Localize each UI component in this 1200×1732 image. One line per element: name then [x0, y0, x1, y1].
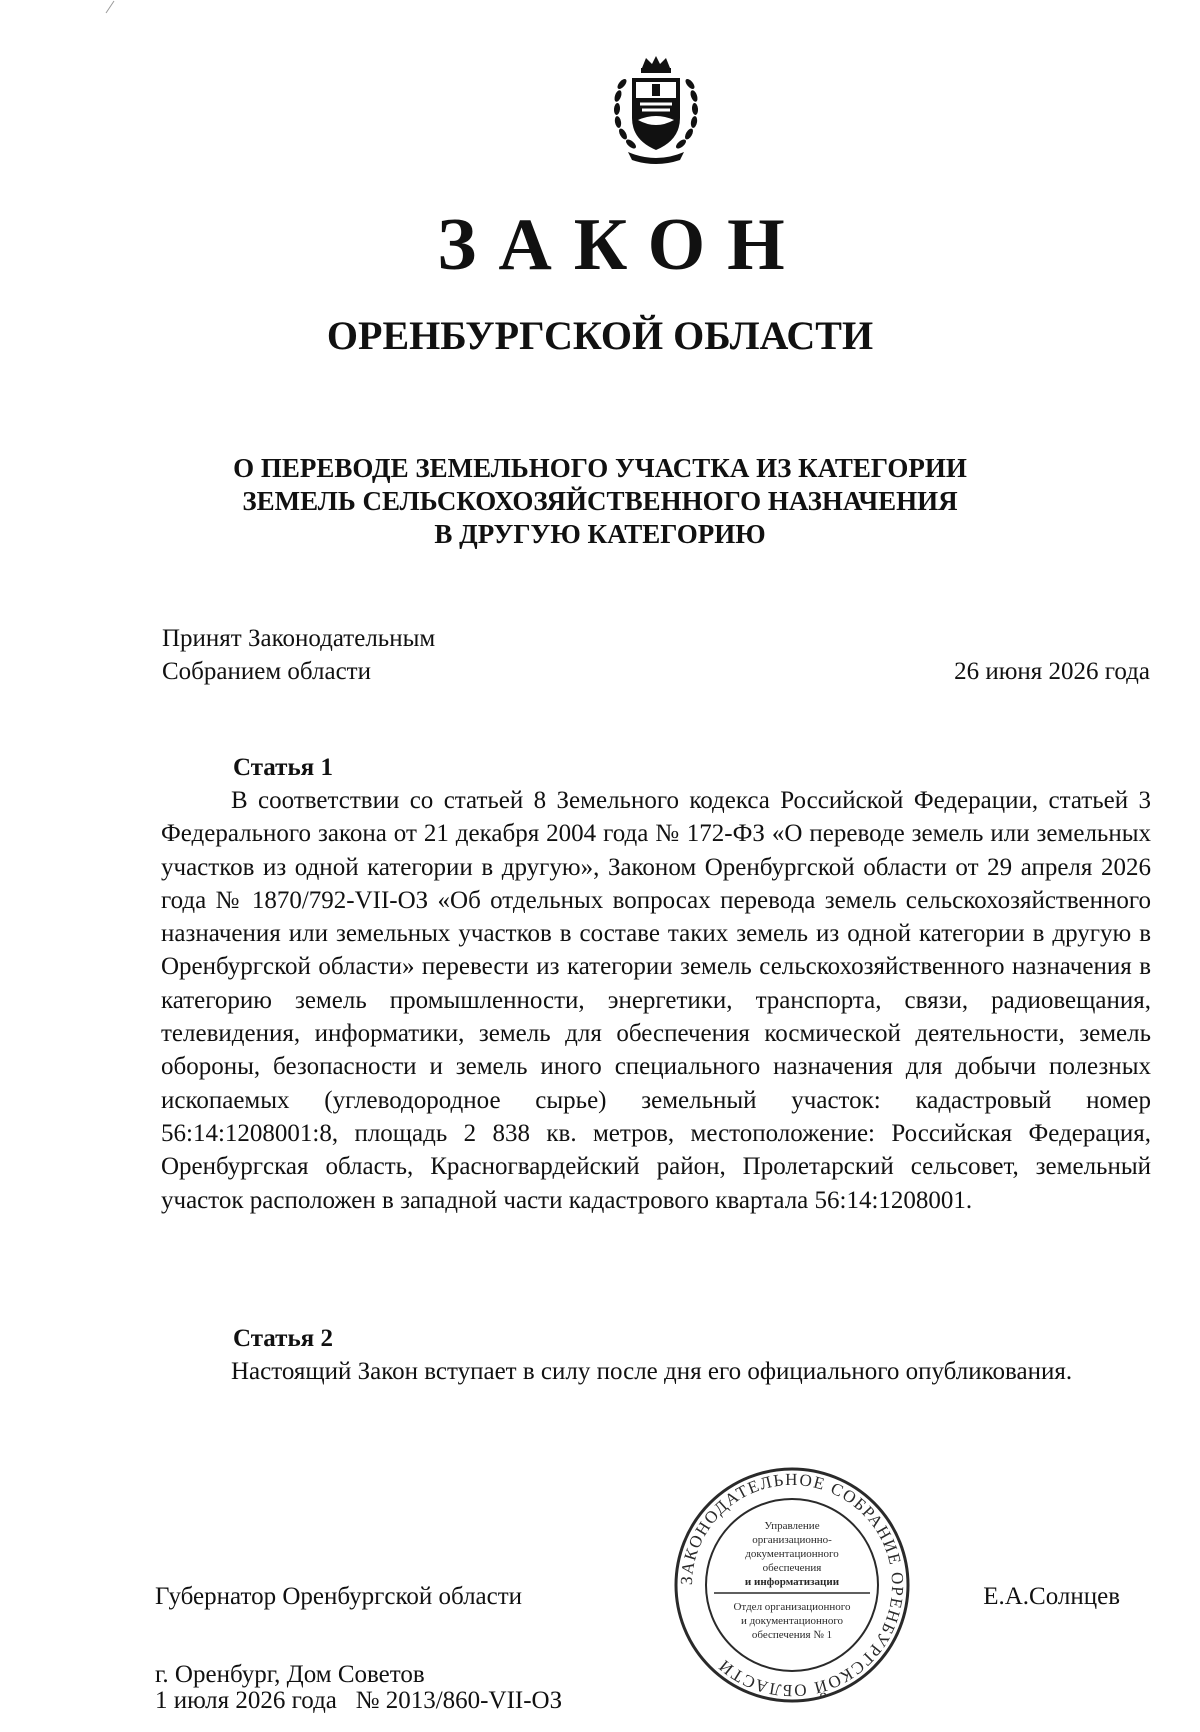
seal-inner-text: обеспечения [762, 1562, 822, 1574]
seal-inner-text: и документационного [740, 1615, 844, 1627]
article-1-heading: Статья 1 [233, 754, 333, 781]
scan-mark [104, 0, 118, 14]
adoption-date: 26 июня 2026 года [954, 658, 1150, 685]
adoption-line: Принят Законодательным [162, 625, 436, 652]
seal-inner-text: и информатизации [744, 1576, 840, 1588]
governor-title: Губернатор Оренбургской области [155, 1583, 523, 1610]
seal-inner-text: Отдел организационного [733, 1601, 851, 1613]
law-title-line: ЗЕМЕЛЬ СЕЛЬСКОХОЗЯЙСТВЕННОГО НАЗНАЧЕНИЯ [242, 486, 958, 516]
law-title-line: В ДРУГУЮ КАТЕГОРИЮ [434, 519, 766, 549]
adoption-note [162, 622, 435, 688]
seal-inner-text: документационного [745, 1548, 839, 1560]
seal-inner-text: обеспечения № 1 [751, 1629, 833, 1641]
article-2-text: Настоящий Закон вступает в силу после дня его официального опубликования. [231, 1358, 1073, 1385]
seal-inner-text: Управление [764, 1520, 820, 1532]
region-heading: ОРЕНБУРГСКОЙ ОБЛАСТИ [326, 313, 874, 358]
coat-of-arms-icon [608, 54, 704, 164]
issue-date-number: 1 июля 2026 года № 2013/860-VII-ОЗ [155, 1687, 563, 1714]
adoption-line: Собранием области [162, 658, 371, 685]
governor-name: Е.А.Солнцев [983, 1583, 1120, 1610]
issue-place: г. Оренбург, Дом Советов [155, 1661, 425, 1688]
seal-ring-text: ЗАКОНОДАТЕЛЬНОЕ СОБРАНИЕ ОРЕНБУРГСКОЙ ОБЛАСТИ [676, 1469, 908, 1701]
law-title-line: О ПЕРЕВОДЕ ЗЕМЕЛЬНОГО УЧАСТКА ИЗ КАТЕГОРИИ [233, 453, 967, 483]
article-2-heading: Статья 2 [233, 1325, 333, 1352]
law-heading: ЗАКОН [437, 204, 807, 286]
article-1-text: В соответствии со статьей 8 Земельного кодекса Российской Федерации, статьей 3 Федерального закона от 21 декабря 2004 года № 172-ФЗ «О переводе земель или земельных участков из одной категории в другую», Законом Оренбургской области от 29 апреля 2026 года № 1870/792-VII-ОЗ «Об отдельных вопросах перевода земель сельскохозяйственного назначения или земельных участков в составе таких земель из одной категории в другую в Оренбургской области» перевести из категории земель сельскохозяйственного назначения в категорию земель промышленности, энергетики, транспорта, связи, радиовещания, телевидения, информатики, земель для обеспечения космической деятельности, земель обороны, безопасности и земель иного специального назначения для добычи полезных ископаемых (углеводородное сырье) земельный участок: кадастровый номер 56:14:1208001:8, площадь 2 838 кв. метров, местоположение: Российская Федерация, Оренбургская область, Красногвардейский район, Пролетарский сельсовет, земельный участок расположен в западной части кадастрового квартала 56:14:1208001. [161, 787, 1151, 1214]
official-seal [672, 1465, 912, 1705]
seal-inner-text: организационно- [752, 1534, 832, 1546]
law-title [0, 452, 1200, 551]
